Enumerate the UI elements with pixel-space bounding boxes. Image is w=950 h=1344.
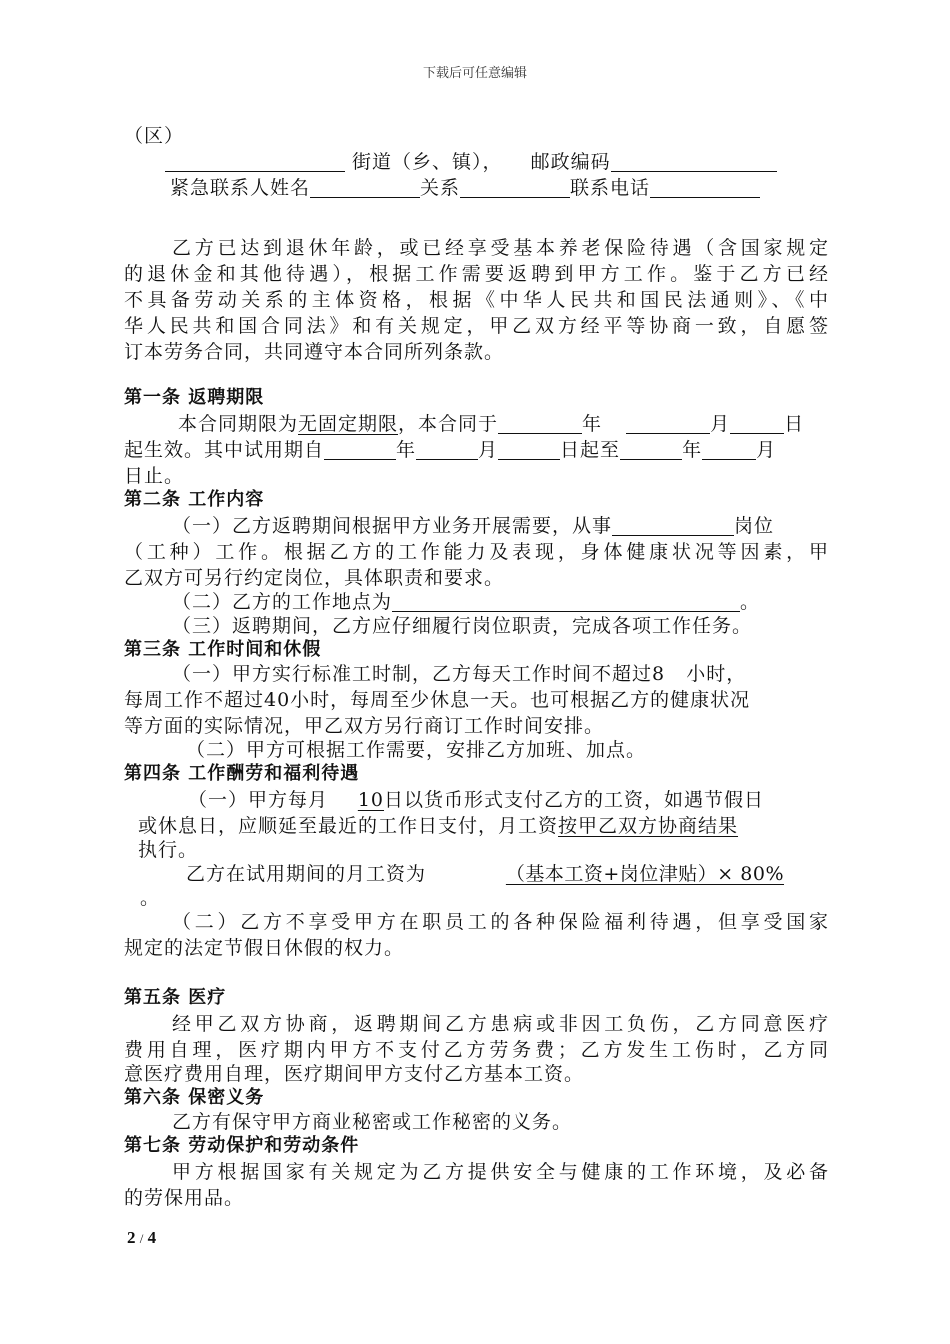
page-total: 4 [147,1228,157,1247]
intro-line-1: 乙方已达到退休年龄，或已经享受基本养老保险待遇（含国家规定 [172,237,829,259]
payday-value [328,786,384,814]
month-label: 月 [478,439,499,461]
article-1-line-2 [124,436,829,464]
trial-month-blank [416,437,478,460]
article-3-p2: （二）甲方可根据工作需要，安排乙方加班、加点。 [186,739,647,761]
street-postcode-line [165,148,870,176]
trial-from-label: 起生效。其中试用期自 [124,439,325,461]
postcode-label: 邮政编码 [530,151,611,173]
street-label: 街道（乡、镇）， [352,151,503,173]
emergency-contact-line [170,174,875,202]
trial-day-blank [498,437,560,460]
intro-line-2: 的退休金和其他待遇），根据工作需要返聘到甲方工作。鉴于乙方已经 [124,263,829,285]
street-blank [165,149,345,172]
article-2-p1-line-1 [172,512,829,540]
article-1-line-1 [178,410,829,438]
article-3-title: 第三条 工作时间和休假 [124,639,322,660]
article-7-line-2: 的劳保用品。 [124,1187,245,1209]
phone-blank [650,175,760,198]
payday-rest: 日以货币形式支付乙方的工资，如遇节假日 [384,789,765,811]
payday-label: （一）甲方每月 [188,789,329,811]
article-3-p1-line-2: 每周工作不超过40小时，每周至少休息一天。也可根据乙方的健康状况 [124,689,751,711]
year-label: 年 [682,439,703,461]
article-2-p3: （三）返聘期间，乙方应仔细履行岗位职责，完成各项工作任务。 [172,615,753,637]
article-5-line-3: 意医疗费用自理，医疗期间甲方支付乙方基本工资。 [124,1063,585,1085]
month-label: 月 [756,439,777,461]
article-1-title: 第一条 返聘期限 [124,387,265,408]
article-4-p2-line-1: （二）乙方不享受甲方在职员工的各种保险福利待遇，但享受国家 [172,911,829,933]
page-separator: / [139,1231,144,1246]
start-year-blank [498,411,582,434]
position-label: （一）乙方返聘期间根据甲方业务开展需要，从事 [172,515,613,537]
position-suffix: 岗位 [734,515,775,537]
position-blank [612,513,734,536]
workplace-label: （二）乙方的工作地点为 [172,591,393,613]
article-2-p1-line-2: （工种）工作。根据乙方的工作能力及表现，身体健康状况等因素，甲 [124,541,829,563]
article-7-line-1: 甲方根据国家有关规定为乙方提供安全与健康的工作环境，及必备 [172,1161,829,1183]
salary-rule-value: 按甲乙双方协商结果 [558,815,739,837]
district-label: （区） [124,125,185,147]
trial-salary-value: （基本工资+岗位津贴）× 80% [505,863,785,885]
page-current: 2 [127,1228,136,1247]
workplace-end: 。 [740,591,761,613]
day-label: 日 [784,413,805,435]
phone-label: 联系电话 [570,177,651,199]
workplace-blank [392,589,740,612]
article-6-line-1: 乙方有保守甲方商业秘密或工作秘密的义务。 [172,1111,573,1133]
month-label: 月 [710,413,731,435]
article-4-p1-line-3: 执行。 [138,839,199,861]
article-6-title: 第六条 保密义务 [124,1087,265,1108]
emergency-name-label: 紧急联系人姓名 [170,177,311,199]
page-number [127,1228,156,1248]
article-4-title: 第四条 工作酬劳和福利待遇 [124,763,360,784]
article-3-p1-line-3: 等方面的实际情况，甲乙双方另行商订工作时间安排。 [124,715,605,737]
article-5-title: 第五条 医疗 [124,987,227,1008]
trial-to-label: 日起至 [560,439,621,461]
term-label: 本合同期限为 [178,413,299,435]
start-day-blank [730,411,784,434]
trial-year-blank [324,437,396,460]
relation-label: 关系 [420,177,461,199]
article-2-p1-line-3: 乙双方可另行约定岗位，具体职责和要求。 [124,567,505,589]
term-value: 无固定期限 [298,413,399,435]
article-1-line-3: 日止。 [124,465,185,487]
start-label: ，本合同于 [398,413,499,435]
payday-number: 10 [357,789,385,811]
emergency-name-blank [310,175,420,198]
intro-line-5: 订本劳务合同，共同遵守本合同所列条款。 [124,341,505,363]
article-5-line-2: 费用自理，医疗期内甲方不支付乙方劳务费；乙方发生工伤时，乙方同 [124,1039,829,1061]
article-4-p2-line-2: 规定的法定节假日休假的权力。 [124,937,405,959]
relation-blank [460,175,570,198]
trial-end-year-blank [620,437,682,460]
year-label: 年 [396,439,417,461]
trial-end-month-blank [702,437,756,460]
header-note: 下载后可任意编辑 [422,66,527,81]
start-month-blank [626,411,710,434]
salary-rule-label: 或休息日，应顺延至最近的工作日支付，月工资 [138,815,559,837]
article-4-p1-line-1 [188,786,829,814]
article-4-trial-end: 。 [140,887,161,909]
intro-line-4: 华人民共和国合同法》和有关规定，甲乙双方经平等协商一致，自愿签 [124,315,829,337]
article-3-p1-line-1: （一）甲方实行标准工时制，乙方每天工作时间不超过8 小时， [172,663,747,685]
postcode-blank [611,149,777,172]
year-label: 年 [582,413,603,435]
article-5-line-1: 经甲乙双方协商，返聘期间乙方患病或非因工负伤，乙方同意医疗 [172,1013,829,1035]
intro-line-3: 不具备劳动关系的主体资格，根据《中华人民共和国民法通则》、《中 [124,289,829,311]
article-2-title: 第二条 工作内容 [124,489,265,510]
trial-salary-label: 乙方在试用期间的月工资为 [186,863,427,885]
article-7-title: 第七条 劳动保护和劳动条件 [124,1135,360,1156]
